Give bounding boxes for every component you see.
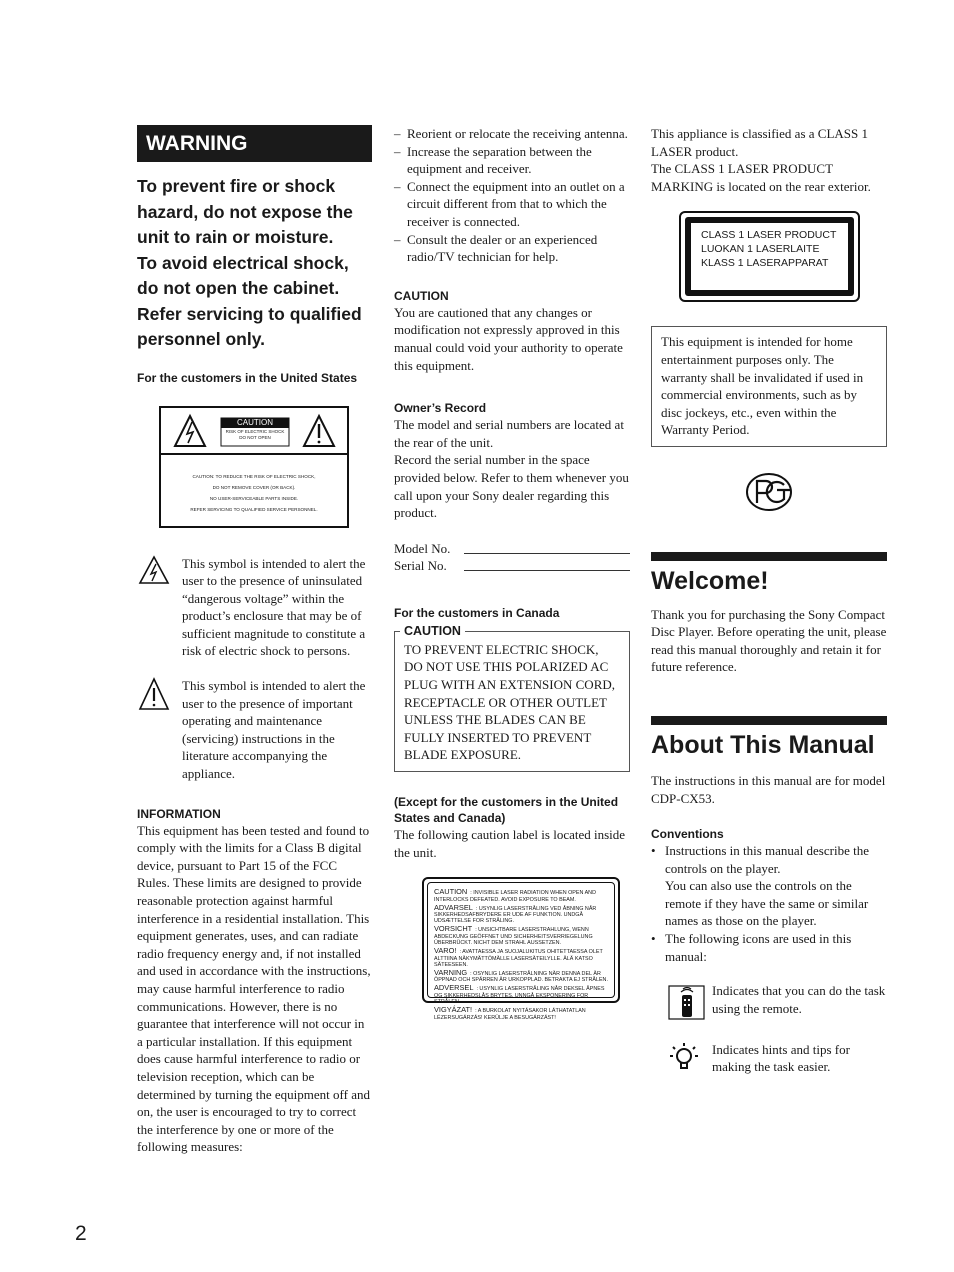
convention-text: Instructions in this manual describe the controls on the player. [665,843,869,876]
laser-caution-label-inner [427,882,615,1021]
conventions-heading: Conventions [651,827,724,842]
convention-bullet: • Instructions in this manual describe the controls on the player. You can also use the controls on the remote if they have the same or similar names as those on the player. [651,842,887,930]
caution-heading: CAUTION [394,288,449,303]
canada-caution-text: TO PREVENT ELECTRIC SHOCK, DO NOT USE THIS POLARIZED AC PLUG WITH AN EXTENSION CORD, RECEPTACLE OR OTHER OUTLET UNLESS THE BLADES CAN BE FULLY INSERTED TO PREVENT BLADE EXPOSURE. [404,641,616,763]
owners-record-heading: Owner’s Record [394,401,487,416]
laser-warning-text: : UNSICHTBARE LASERSTRAHLUNG, WENN ABDECKUNG GEÖFFNET UND SICHERHEITSVERRIEGELUNG ÜBERBRÜCKT. NICHT DEM STRAHL AUSSETZEN. [434,927,593,947]
pct-certification-mark [744,471,887,518]
laser-warning-keyword: VORSICHT [434,924,473,934]
warning-title: WARNING [137,125,372,162]
remote-icon-text: Indicates that you can do the task using the remote. [712,983,886,1016]
caution-text: You are cautioned that any changes or modification not expressly approved in this manual could void your authority to operate this equipment. [394,304,623,373]
measure-item: – Consult the dealer or an experienced radio/TV technician for help. [394,231,630,266]
laser-warning-text: : USYNLIG LASERSTRÅLING VED ÅBNING NÅR SIKKERHEDSAFBRYDERE ER UDE AF FUNKTION. UNDGÅ UDSÆTTELSE FOR STRÅLING. [434,905,597,925]
laser-class-text1: This appliance is classified as a CLASS 1 LASER product. [651,126,868,159]
except-text: The following caution label is located inside the unit. [394,827,626,860]
about-text: The instructions in this manual are for model CDP-CX53. [651,772,886,806]
welcome-bar [651,552,887,561]
symbol-voltage-row [137,555,372,661]
warning-moisture: To prevent fire or shock hazard, do not expose the unit to rain or moisture. [137,176,353,247]
lightbulb-icon [668,1041,706,1080]
about-bar [651,716,887,725]
welcome-title: Welcome! [651,566,769,595]
canada-heading: For the customers in Canada [394,605,560,620]
laser-warning-keyword: VARNING [434,968,468,978]
symbol-voltage-text: This symbol is intended to alert the user to the presence of uninsulated “dangerous voltage” within the product’s enclosure that may be of sufficient magnitude to constitute a risk of electric shock to persons. [182,555,366,659]
remote-icon [668,982,706,1025]
caution-label-line1: CAUTION: TO REDUCE THE RISK OF ELECTRIC SHOCK, [192,473,316,479]
model-number-label: Model No. [394,540,451,556]
us-customers-heading: For the customers in the United States [137,370,358,385]
column-middle [394,125,630,1021]
owners-record-text2: Record the serial number in the space provided below. Refer to them whenever you call upon your Sony dealer regarding this product. [394,452,629,521]
class1-label-body [691,223,848,290]
lightning-triangle-icon [175,416,205,446]
column-left [137,125,372,1156]
class1-line: CLASS 1 LASER PRODUCT [701,229,837,242]
convention-text: You can also use the controls on the remote if they have the same or similar names as those on the player. [665,878,869,929]
laser-warning-keyword: CAUTION [434,887,468,897]
measure-text: Connect the equipment into an outlet on a circuit different from that to which the receiver is connected. [407,178,625,229]
information-text: This equipment has been tested and found to comply with the limits for a Class B digital device, pursuant to Part 15 of the FCC Rules. These limits are designed to provide reasonable protection against harmful interference in a residential installation. This equipment generates, uses, and can radiate radio frequency energy and, if not installed and used in accordance with the instructions, may cause harmful interference to radio communications. However, there is no guarantee that interference will not occur in a particular installation. If this equipment does cause harmful interference to radio or television reception, which can be determined by turning the equipment off and on, the user is encouraged to try to correct the interference by one or more of the following measures: [137,822,371,1155]
serial-number-blank [464,557,630,571]
laser-warning-text: : OSYNLIG LASERSTRÅLNING NÄR DENNA DEL ÄR ÖPPNAD OCH SPÄRREN ÄR URKOPPLAD. BETRAKTA EJ STRÅLEN. [434,971,608,984]
laser-warning-line [434,902,608,925]
measure-text: Consult the dealer or an experienced radio/TV technician for help. [407,231,598,265]
laser-caution-label [422,877,620,1021]
laser-warning-line [434,970,608,984]
exclamation-triangle-icon [137,677,170,783]
tip-icon-row [668,1041,887,1080]
laser-warning-keyword: VARO! [434,946,457,956]
class1-line: KLASS 1 LASERAPPARAT [701,257,829,270]
lightning-triangle-icon [137,555,170,661]
owners-record-text1: The model and serial numbers are located at the rear of the unit. [394,417,624,450]
home-use-text: This equipment is intended for home entertainment purposes only. The warranty shall be invalidated if used in commercial environments, such as by disc jockeys, etc., even within the Warranty Period. [661,334,864,438]
caution-label-line3: NO USER-SERVICEABLE PARTS INSIDE. [209,495,299,501]
measure-text: Reorient or relocate the receiving antenna. [407,126,628,141]
laser-warning-text: : AVATTAESSA JA SUOJALUKITUS OHITETTAESSA OLET ALTTIINA NÄKYMÄTTÖMÄLLE LASERSÄTEILYLLE. ÄLÄ KATSO SÄTEESEEN. [434,949,603,969]
laser-warning-line [434,948,608,968]
pct-mark-icon [744,471,796,513]
exclamation-triangle-icon [304,416,334,446]
laser-warning-text: : INVISIBLE LASER RADIATION WHEN OPEN AND INTERLOCKS DEFEATED. AVOID EXPOSURE TO BEAM. [434,890,596,903]
about-title: About This Manual [651,730,875,759]
laser-warning-keyword: ADVARSEL [434,902,473,912]
laser-class-text2: The CLASS 1 LASER PRODUCT MARKING is located on the rear exterior. [651,161,871,194]
page-number: 2 [75,1222,87,1245]
laser-warning-text: : A BURKOLAT NYITÁSAKOR LÁTHATATLAN LÉZERSUGÁRZÁS! KERÜLJE A BESUGÁRZÁST! [434,1008,586,1021]
caution-label-title: CAUTION [237,417,273,427]
serial-number-line [394,557,630,575]
convention-bullet: • The following icons are used in this manual: [651,930,887,965]
laser-warning-line [434,985,608,1005]
laser-warning-text: : USYNLIG LASERSTRÅLING NÅR DEKSEL ÅPNES OG SIKKERHEDSLÅS BRYTES. UNNGÅ EKSPONERING FOR STRÅLEN. [434,986,605,1006]
information-heading: INFORMATION [137,806,221,821]
measure-item: – Increase the separation between the equipment and receiver. [394,143,630,178]
warning-cabinet: To avoid electrical shock, do not open the cabinet. Refer servicing to qualified personnel only. [137,252,362,349]
laser-warning-keyword: ADVERSEL [434,983,474,993]
remote-icon-row [668,982,887,1025]
serial-number-label: Serial No. [394,558,447,574]
laser-warning-keyword: VIGYÁZAT! [434,1005,473,1015]
measure-text: Increase the separation between the equipment and receiver. [407,143,592,177]
tip-icon-text: Indicates hints and tips for making the task easier. [712,1041,850,1075]
caution-label-sub: RISK OF ELECTRIC SHOCK DO NOT OPEN [225,428,285,440]
class1-label-frame [685,217,854,296]
convention-text: The following icons are used in this manual: [665,931,852,964]
measure-item: – Connect the equipment into an outlet on a circuit different from that to which the receiver is connected. [394,178,630,231]
canada-caution-box [394,623,630,772]
measure-item: – Reorient or relocate the receiving antenna. [394,126,628,141]
class1-laser-label [679,211,860,302]
column-right [651,125,887,1079]
home-use-box [651,326,887,447]
caution-label-line4: REFER SERVICING TO QUALIFIED SERVICE PERSONNEL. [190,506,318,512]
model-number-line [394,540,630,558]
us-caution-label [159,406,349,528]
model-number-blank [464,540,630,554]
caution-label-line2: DO NOT REMOVE COVER (OR BACK). [212,484,296,490]
except-heading: (Except for the customers in the United States and Canada) [394,795,619,826]
laser-warning-line [434,926,608,946]
welcome-text: Thank you for purchasing the Sony Compact Disc Player. Before operating the unit, please read this manual thoroughly and retain it for future reference. [651,606,887,675]
canada-caution-title: CAUTION [400,623,465,639]
symbol-instructions-row [137,677,372,783]
symbol-instructions-text: This symbol is intended to alert the user to the presence of important operating and maintenance (servicing) instructions in the literature accompanying the appliance. [182,678,366,782]
laser-warning-line [434,889,608,903]
laser-warning-line [434,1007,608,1021]
class1-line: LUOKAN 1 LASERLAITE [701,243,820,256]
